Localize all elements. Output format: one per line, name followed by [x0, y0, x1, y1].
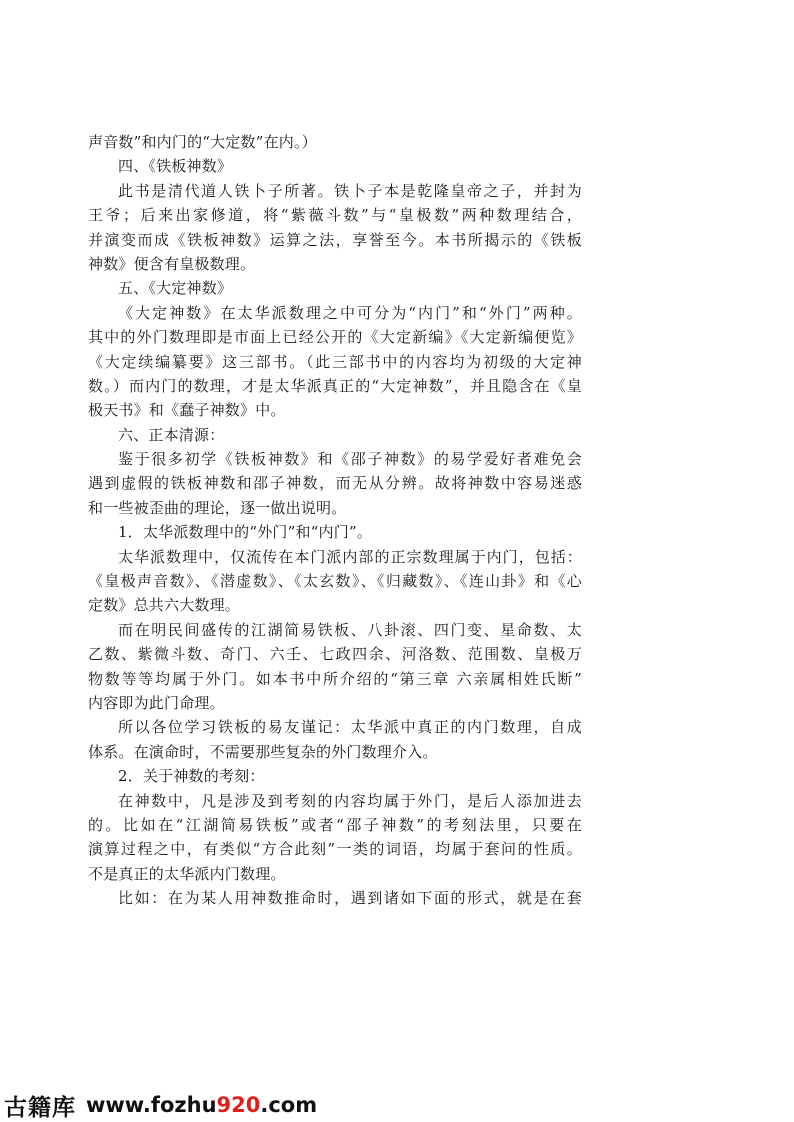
- text-line: 比如：在为某人用神数推命时，遇到诸如下面的形式，就是在套: [118, 889, 582, 908]
- text-line: 内容即为此门命理。: [88, 693, 225, 712]
- text-line: 声音数”和内门的“大定数”在内。）: [88, 133, 317, 151]
- text-line: 《大定神数》在太华派数理之中可分为“内门”和“外门”两种。: [118, 303, 582, 322]
- text-line: 并演变而成《铁板神数》运算之法，享誉至今。本书所揭示的《铁板: [88, 230, 582, 249]
- text-line: 太华派数理中，仅流传在本门派内部的正宗数理属于内门，包括：: [118, 547, 582, 566]
- text-line: 物数等等均属于外门。如本书中所介绍的“第三章 六亲属相姓氏断”: [88, 669, 582, 688]
- text-line: 的。比如在“江湖简易铁板”或者“邵子神数”的考刻法里，只要在: [88, 815, 582, 834]
- text-line: 在神数中，凡是涉及到考刻的内容均属于外门，是后人添加进去: [118, 791, 582, 810]
- text-line: 此书是清代道人铁卜子所著。铁卜子本是乾隆皇帝之子，并封为: [118, 181, 582, 200]
- text-line: 鉴于很多初学《铁板神数》和《邵子神数》的易学爱好者难免会: [118, 450, 582, 469]
- site-url-accent: 920: [216, 1093, 261, 1117]
- text-line: 所以各位学习铁板的易友谨记：太华派中真正的内门数理，自成: [118, 718, 582, 737]
- text-line: 和一些被歪曲的理论，逐一做出说明。: [88, 498, 347, 517]
- text-line: 1．太华派数理中的“外门”和“内门”。: [118, 523, 373, 542]
- text-line: 《大定续编纂要》这三部书。（此三部书中的内容均为初级的大定神: [88, 352, 582, 371]
- text-line: 而在明民间盛传的江湖简易铁板、八卦滚、四门变、星命数、太: [118, 620, 582, 639]
- text-line: 乙数、紫微斗数、奇门、六壬、七政四余、河洛数、范围数、皇极万: [88, 645, 582, 664]
- site-logo-text: 古籍库: [4, 1094, 76, 1121]
- site-url-suffix: .com: [260, 1093, 318, 1117]
- text-line: 六、正本清源：: [118, 425, 225, 444]
- text-line: 定数》总共六大数理。: [88, 596, 241, 615]
- text-line: 其中的外门数理即是市面上已经公开的《大定新编》《大定新编便览》: [88, 328, 582, 347]
- page-body: [88, 130, 582, 911]
- text-line: 神数》便含有皇极数理。: [88, 254, 256, 273]
- text-line: 极天书》和《蠢子神数》中。: [88, 401, 286, 420]
- text-line: 2．关于神数的考刻：: [118, 767, 265, 786]
- text-line: 数。）而内门的数理，才是太华派真正的“大定神数”，并且隐含在《皇: [88, 376, 582, 395]
- text-line: 四、《铁板神数》: [118, 157, 233, 176]
- text-line: 体系。在演命时，不需要那些复杂的外门数理介入。: [88, 742, 438, 761]
- site-watermark: [4, 1088, 317, 1122]
- text-line: 《皇极声音数》、《潜虚数》、《太玄数》、《归藏数》、《连山卦》和《心: [88, 572, 582, 591]
- text-line: 王爷；后来出家修道，将“紫薇斗数”与“皇极数”两种数理结合，: [88, 206, 582, 225]
- text-line: 五、《大定神数》: [118, 279, 233, 298]
- text-line: 不是真正的太华派内门数理。: [88, 864, 286, 883]
- text-line: 演算过程之中，有类似“方合此刻”一类的词语，均属于套问的性质。: [88, 840, 582, 859]
- site-url: [86, 1093, 317, 1117]
- site-url-prefix: www.fozhu: [86, 1093, 217, 1117]
- text-line: 遇到虚假的铁板神数和邵子神数，而无从分辨。故将神数中容易迷惑: [88, 474, 582, 493]
